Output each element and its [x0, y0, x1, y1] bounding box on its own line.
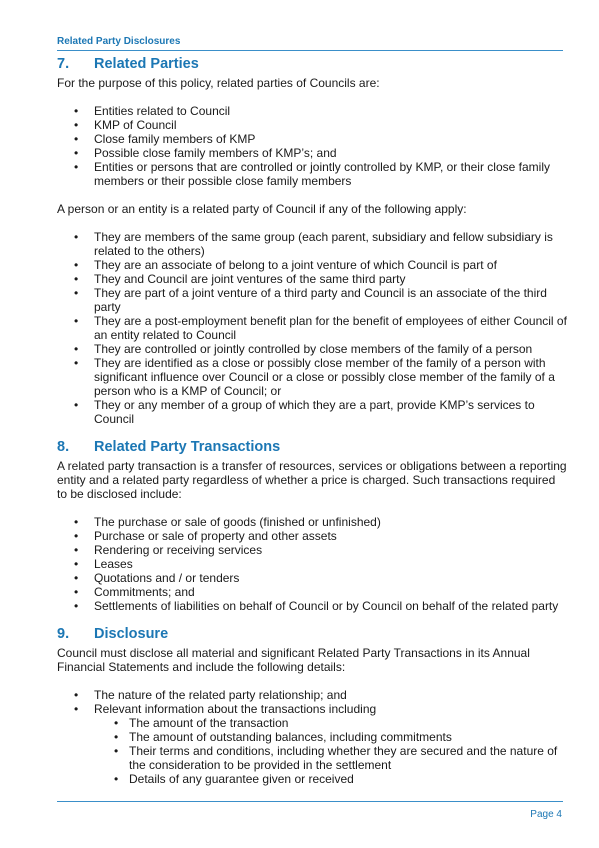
section-title: Related Parties — [94, 56, 199, 72]
list-item: • Purchase or sale of property and other assets — [57, 529, 567, 543]
section-9-intro: Council must disclose all material and significant Related Party Transactions in its Annual Financial Statements and include the following details: — [57, 646, 530, 674]
list-item: • The amount of the transaction — [57, 716, 567, 730]
section-7-heading — [57, 55, 567, 73]
list-item: • They are members of the same group (each parent, subsidiary and fellow subsidiary is related to the others) — [57, 230, 567, 258]
header-rule — [57, 50, 563, 51]
list-item: • Quotations and / or tenders — [57, 571, 567, 585]
list-item: • Entities or persons that are controlled or jointly controlled by KMP, or their close family members or their possible close family members — [57, 160, 567, 188]
section-7-intro-2: A person or an entity is a related party of Council if any of the following apply: — [57, 202, 467, 216]
disclosure-sublist — [57, 716, 567, 786]
related-parties-list — [57, 104, 567, 188]
list-item: • They or any member of a group of which they are a part, provide KMP’s services to Council — [57, 398, 567, 426]
footer-rule — [57, 801, 563, 802]
section-number: 7. — [57, 56, 70, 72]
related-party-conditions-list — [57, 230, 567, 426]
section-title: Disclosure — [94, 626, 169, 642]
section-9-heading — [57, 625, 567, 643]
running-header: Related Party Disclosures — [57, 36, 181, 47]
list-item: • They are controlled or jointly controlled by close members of the family of a person — [57, 342, 567, 356]
disclosure-list — [57, 688, 567, 716]
list-item: • Settlements of liabilities on behalf of Council or by Council on behalf of the related party — [57, 599, 567, 613]
transactions-list — [57, 515, 567, 613]
list-item: • They are identified as a close or possibly close member of the family of a person with significant influence over Council or a close or possibly close member of the family of a person who is a KMP of Council; or — [57, 356, 567, 398]
list-item: • Commitments; and — [57, 585, 567, 599]
list-item: • Relevant information about the transactions including — [57, 702, 567, 716]
list-item: • Leases — [57, 557, 567, 571]
section-7-intro: For the purpose of this policy, related parties of Councils are: — [57, 76, 380, 90]
list-item: • Their terms and conditions, including whether they are secured and the nature of the consideration to be provided in the settlement — [57, 744, 567, 772]
section-number: 9. — [57, 626, 70, 642]
list-item: • Possible close family members of KMP’s; and — [57, 146, 567, 160]
list-item: • Rendering or receiving services — [57, 543, 567, 557]
list-item: • They are an associate of belong to a joint venture of which Council is part of — [57, 258, 567, 272]
list-item: • KMP of Council — [57, 118, 567, 132]
list-item: • Entities related to Council — [57, 104, 567, 118]
list-item: • The nature of the related party relationship; and — [57, 688, 567, 702]
section-number: 8. — [57, 439, 70, 455]
list-item: • They are part of a joint venture of a third party and Council is an associate of the third party — [57, 286, 567, 314]
section-8-intro: A related party transaction is a transfer of resources, services or obligations between a reporting entity and a related party regardless of whether a price is charged. Such transactions required to be disclosed include: — [57, 459, 567, 501]
list-item: • The amount of outstanding balances, including commitments — [57, 730, 567, 744]
section-8-heading — [57, 438, 567, 456]
section-title: Related Party Transactions — [94, 439, 281, 455]
list-item: • They are a post-employment benefit plan for the benefit of employees of either Council of an entity related to Council — [57, 314, 567, 342]
page-number: Page 4 — [530, 809, 562, 820]
list-item: • Close family members of KMP — [57, 132, 567, 146]
list-item: • Details of any guarantee given or received — [57, 772, 567, 786]
list-item: • They and Council are joint ventures of the same third party — [57, 272, 567, 286]
document-body — [57, 55, 567, 786]
list-item: • The purchase or sale of goods (finished or unfinished) — [57, 515, 567, 529]
